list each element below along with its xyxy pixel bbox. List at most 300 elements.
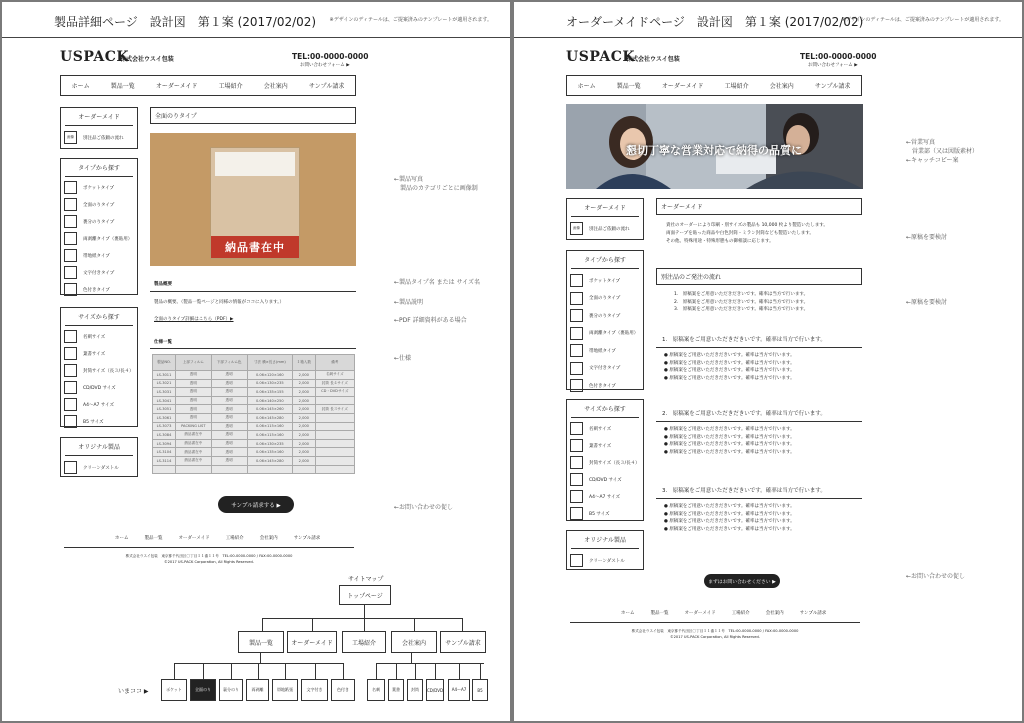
sitemap-line	[462, 618, 463, 631]
step-bullet: ● 原稿案をご用意いただきだきいです。確率は当方で行います。	[664, 368, 795, 374]
table-cell: 0.06×140×250	[247, 396, 292, 405]
step-bullet: ● 原稿案をご用意いただきだきいです。確率は当方で行います。	[664, 526, 795, 532]
table-cell	[315, 413, 354, 422]
type-box-title: タイプから探す	[65, 159, 133, 177]
footer-link[interactable]: 製品一覧	[144, 536, 163, 541]
envelope-image	[210, 147, 300, 259]
sheet-header	[514, 2, 1022, 38]
sidebar-item-type[interactable]	[567, 377, 643, 395]
sheet-title: オーダーメイドページ 設計図 第１案 (2017/02/02)	[566, 15, 864, 29]
sitemap-line	[364, 605, 365, 618]
type-label: 文字付きタイプ	[589, 366, 621, 372]
type-thumb	[570, 327, 583, 340]
size-thumb	[64, 415, 77, 428]
sidebar-item-type[interactable]	[567, 342, 643, 360]
size-thumb	[570, 456, 583, 469]
type-list	[567, 269, 643, 395]
nav-factory[interactable]: 工場紹介	[724, 83, 749, 90]
footer-address: 株式会社ウスイ包装 東京都千代田区〇丁目１１番１１号 TEL:00-0000-0000 / FAX:00-0000-0000	[631, 629, 799, 633]
table-cell: 透明	[211, 371, 247, 380]
sidebar-item-type[interactable]	[61, 196, 137, 213]
summary-text: 製品の概要。（製品一覧ページと同様の情報がココに入ります。）	[154, 300, 285, 305]
type-thumb	[64, 198, 77, 211]
size-label: CD/DVD サイズ	[589, 477, 622, 483]
order-flow-label: 別注品ご依頼の流れ	[83, 135, 124, 141]
nav-sample[interactable]: サンプル請求	[814, 83, 851, 90]
sitemap-line	[231, 663, 232, 679]
type-label: 全面のりタイプ	[83, 202, 115, 208]
table-cell	[315, 465, 354, 474]
sidebar-item-original[interactable]	[61, 459, 137, 476]
footer-link[interactable]: 会社案内	[765, 611, 784, 616]
type-thumb	[64, 181, 77, 194]
table-cell: 0.06×130×235	[247, 439, 292, 448]
nav-custom-order[interactable]: オーダーメイド	[661, 83, 704, 90]
site-logo[interactable]: USPACK	[60, 49, 130, 65]
nav-company[interactable]: 会社案内	[769, 83, 794, 90]
sitemap-leaf: 文字付き	[301, 679, 328, 701]
sidebar-item-size[interactable]	[61, 396, 137, 413]
table-cell: 透明	[211, 396, 247, 405]
sitemap-line	[260, 653, 261, 663]
sidebar-item-size[interactable]	[567, 420, 643, 437]
table-row	[153, 405, 355, 414]
size-thumb	[570, 422, 583, 435]
pdf-link[interactable]: 全面のりタイプ詳細はこちら（PDF）▶	[154, 317, 234, 322]
sidebar-item-size[interactable]	[567, 471, 643, 488]
table-cell: 2,000	[293, 431, 316, 440]
sitemap-leaf: 両剥離	[246, 679, 269, 701]
sitemap-leaf: 色付き	[331, 679, 355, 701]
nav-home[interactable]: ホーム	[577, 83, 596, 90]
sidebar-original-box	[60, 437, 138, 477]
table-cell: 納品書在中	[176, 448, 212, 457]
footer-link[interactable]: 工場紹介	[225, 536, 244, 541]
sidebar-item-type[interactable]	[567, 307, 643, 325]
table-cell: LS-3011	[153, 371, 176, 380]
table-cell: 0.06×135×160	[247, 448, 292, 457]
type-thumb	[570, 274, 583, 287]
footer-link[interactable]: 会社案内	[259, 536, 278, 541]
table-cell: 2,000	[293, 396, 316, 405]
size-thumb	[64, 347, 77, 360]
table-cell: CD・DVDサイズ	[315, 388, 354, 397]
table-cell	[211, 465, 247, 474]
type-thumb	[570, 292, 583, 305]
footer-link[interactable]: ホーム	[621, 611, 635, 616]
image-placeholder-icon: 画像	[64, 131, 77, 144]
table-row	[153, 448, 355, 457]
type-label: 帯地紙タイプ	[589, 348, 616, 354]
sidebar-item-original[interactable]	[567, 552, 643, 569]
table-cell: 2,000	[293, 379, 316, 388]
size-thumb	[64, 398, 77, 411]
sidebar-item-size[interactable]	[61, 345, 137, 362]
order-flow-label: 別注品ご依頼の流れ	[589, 226, 630, 232]
divider	[150, 291, 356, 292]
table-cell: 2,000	[293, 422, 316, 431]
sitemap-leaf: 帯地紙張	[272, 679, 298, 701]
step-bullet: ● 原稿案をご用意いただきだきいです。確率は当方で行います。	[664, 353, 795, 358]
footer-link[interactable]: サンプル請求	[799, 611, 827, 616]
spec-col-header: １箱入数	[293, 355, 316, 371]
table-row	[153, 422, 355, 431]
table-cell	[153, 465, 176, 474]
size-thumb	[570, 473, 583, 486]
sidebar-item-order-flow[interactable]	[61, 129, 137, 146]
table-cell: PACKING LIST	[176, 422, 212, 431]
table-cell: 0.06×130×235	[247, 379, 292, 388]
table-cell	[315, 456, 354, 465]
size-thumb	[570, 490, 583, 503]
table-cell: 透明	[176, 405, 212, 414]
sidebar-item-type[interactable]	[61, 179, 137, 196]
nav-custom-order[interactable]: オーダーメイド	[155, 83, 198, 90]
type-label: 文字付きタイプ	[83, 270, 115, 276]
size-label: 封筒サイズ（長３/長４）	[589, 460, 640, 466]
sidebar-item-type[interactable]	[61, 213, 137, 230]
footer-link[interactable]: 工場紹介	[731, 611, 750, 616]
sidebar-original-box	[566, 530, 644, 570]
table-cell: 透明	[176, 388, 212, 397]
table-cell	[176, 465, 212, 474]
step-title: 2. 原稿案をご用意いただきだきいです。確率は当方で行います。	[662, 411, 826, 417]
sitemap-node-sample: サンプル請求	[440, 631, 486, 653]
table-cell: LS-3073	[153, 422, 176, 431]
site-logo[interactable]: USPACK	[566, 49, 636, 65]
table-cell	[293, 465, 316, 474]
current-location-label: いまココ ▶	[118, 688, 149, 695]
contact-form-link[interactable]: お問い合わせフォーム ▶	[300, 63, 350, 68]
sidebar-item-order-flow[interactable]	[567, 220, 643, 237]
type-label: 色付きタイプ	[589, 383, 616, 389]
nav-sample[interactable]: サンプル請求	[308, 83, 345, 90]
sample-request-button[interactable]: サンプル請求する ▶	[218, 496, 294, 513]
sitemap-line	[435, 663, 436, 679]
annotation-hero	[906, 138, 978, 165]
table-cell: 0.06×145×280	[247, 413, 292, 422]
table-cell: 透明	[211, 456, 247, 465]
sitemap-leaf: 封筒	[407, 679, 423, 701]
sidebar-item-size[interactable]	[567, 454, 643, 471]
sidebar-item-size[interactable]	[567, 437, 643, 454]
type-thumb	[64, 215, 77, 228]
type-label: ポケットタイプ	[83, 185, 115, 191]
spec-col-header: 備考	[315, 355, 354, 371]
step-bullets	[664, 426, 795, 456]
original-thumb	[64, 461, 77, 474]
sidebar-type-box	[60, 158, 138, 295]
table-cell: LS-3031	[153, 388, 176, 397]
size-label: 名刺サイズ	[83, 334, 106, 340]
sidebar-item-type[interactable]	[567, 325, 643, 343]
footer-link[interactable]: サンプル請求	[293, 536, 321, 541]
divider	[150, 348, 356, 349]
annotation-cta: ←お問い合わせの促し	[906, 573, 966, 580]
sidebar-item-size[interactable]	[61, 362, 137, 379]
sitemap-leaf: CD/DVD	[426, 679, 444, 701]
sitemap-line	[414, 618, 415, 631]
annotation-review: ←原稿を要検討	[906, 234, 948, 241]
global-nav	[566, 75, 862, 96]
phone-number: TEL:00-0000-0000	[292, 52, 369, 61]
size-label: A4～A7 サイズ	[589, 494, 620, 500]
annotation-text: ←製品写真	[394, 176, 424, 183]
sitemap-node-products: 製品一覧	[238, 631, 284, 653]
spec-col-header: 上部フィルム	[176, 355, 212, 371]
table-cell: 0.06×135×155	[247, 388, 292, 397]
spec-col-header: 寸法 横×長さ(mm)	[247, 355, 292, 371]
annotation-text: ←キャッチコピー案	[906, 157, 959, 164]
company-name: 株式会社ウスイ包装	[120, 56, 174, 63]
size-label: B5 サイズ	[589, 511, 610, 517]
step-bullet: ● 原稿案をご用意いただきだきいです。確率は当方で行います。	[664, 375, 795, 381]
sitemap-line	[376, 663, 377, 679]
table-cell: 透明	[176, 379, 212, 388]
product-photo	[150, 133, 356, 266]
size-list	[567, 418, 643, 522]
type-label: 裏分のりタイプ	[589, 313, 621, 319]
spec-header-row	[153, 355, 355, 371]
footer-link[interactable]: オーダーメイド	[178, 536, 210, 541]
table-cell: LS-3114	[153, 456, 176, 465]
step-bullet: ● 原稿案をご用意いただきだきいです。確率は当方で行います。	[664, 519, 795, 525]
sitemap-node-company: 会社案内	[391, 631, 437, 653]
step-bullet: ● 原稿案をご用意いただきだきいです。確率は当方で行います。	[664, 360, 795, 366]
type-label: 両剥離タイプ（裏貼用）	[83, 236, 133, 242]
type-thumb	[570, 379, 583, 392]
footer-divider	[64, 547, 354, 548]
annotation-text: ←営業写真	[906, 139, 936, 146]
size-thumb	[570, 507, 583, 520]
nav-products[interactable]: 製品一覧	[110, 83, 135, 90]
type-label: 裏分のりタイプ	[83, 219, 115, 225]
size-box-title: サイズから探す	[571, 400, 639, 418]
sitemap-leaf: 葉書	[388, 679, 404, 701]
table-cell: 0.06×145×260	[247, 405, 292, 414]
table-row	[153, 379, 355, 388]
original-box-title: オリジナル製品	[65, 438, 133, 456]
sheet-note: ※デザインのディテールは、ご提案済みのテンプレートが適用されます。	[329, 17, 492, 23]
step-bullet: ● 原稿案をご用意いただきだきいです。確率は当方で行います。	[664, 504, 795, 509]
sidebar-item-type[interactable]	[61, 247, 137, 264]
table-cell	[315, 431, 354, 440]
sidebar-item-size[interactable]	[61, 328, 137, 345]
body-line: 貴社のオーダーにより印刷・別サイズの製品も 10,000 枚より製造いたします。	[666, 223, 828, 228]
table-cell	[247, 465, 292, 474]
sheet-title: 製品詳細ページ 設計図 第１案 (2017/02/02)	[54, 15, 317, 29]
table-cell: 2,000	[293, 439, 316, 448]
size-thumb	[570, 439, 583, 452]
footer-link[interactable]: 製品一覧	[650, 611, 669, 616]
footer-divider	[570, 622, 860, 623]
contact-form-link[interactable]: お問い合わせフォーム ▶	[808, 63, 858, 68]
sidebar-item-type[interactable]	[61, 281, 137, 298]
sitemap-leaf-current: 全面のり	[190, 679, 216, 701]
original-box-title: オリジナル製品	[571, 531, 639, 549]
nav-home[interactable]: ホーム	[71, 83, 90, 90]
step-title: 3. 原稿案をご用意いただきだきいです。確率は当方で行います。	[662, 488, 826, 494]
table-cell: 透明	[211, 413, 247, 422]
flow-item: 2. 原稿案をご用意いただきだきいです。確率は当方で行います。	[674, 299, 809, 305]
sitemap-line	[415, 663, 416, 679]
size-thumb	[64, 330, 77, 343]
product-detail-sheet	[2, 2, 510, 721]
nav-factory[interactable]: 工場紹介	[218, 83, 243, 90]
sidebar-item-size[interactable]	[61, 379, 137, 396]
annotation-specs: ←仕様	[394, 355, 412, 362]
custom-order-heading: オーダーメイド	[656, 198, 862, 215]
table-cell: 透明	[176, 371, 212, 380]
order-box-title: オーダーメイド	[65, 108, 133, 126]
step-bullet: ● 原稿案をご用意いただきだきいです。確率は当方で行います。	[664, 511, 795, 517]
table-cell: 0.06×120×160	[247, 371, 292, 380]
copyright-text: ©2017 US-PACK Corporation, All Rights Reserved.	[164, 559, 254, 564]
envelope-label: 納品書在中	[211, 236, 299, 258]
table-cell: LS-3021	[153, 379, 176, 388]
sitemap-line	[174, 663, 344, 664]
table-cell: LS-3061	[153, 413, 176, 422]
sidebar-item-type[interactable]	[567, 360, 643, 378]
sitemap-line	[203, 663, 204, 679]
size-label: B5 サイズ	[83, 419, 104, 425]
type-list	[61, 177, 137, 298]
sitemap-line	[343, 663, 344, 679]
type-label: 色付きタイプ	[83, 287, 110, 293]
size-label: CD/DVD サイズ	[83, 385, 116, 391]
spec-heading: 仕様一覧	[154, 340, 172, 345]
table-cell: 2,000	[293, 413, 316, 422]
table-cell: 2,000	[293, 371, 316, 380]
table-cell	[315, 439, 354, 448]
table-cell: 2,000	[293, 405, 316, 414]
sidebar-order-box	[60, 107, 138, 149]
size-label: 葉書サイズ	[589, 443, 612, 449]
sidebar-item-type[interactable]	[567, 272, 643, 290]
sheet-note: ※デザインのディテールは、ご提案済みのテンプレートが適用されます。	[841, 17, 1004, 23]
annotation-cta: ←お問い合わせの促し	[394, 504, 454, 511]
step-bullet: ● 原稿案をご用意いただきだきいです。確率は当方で行います。	[664, 449, 795, 455]
table-cell: 透明	[211, 405, 247, 414]
annotation-pdf: ←PDF 詳細資料がある場合	[394, 317, 467, 324]
phone-number: TEL:00-0000-0000	[800, 52, 877, 61]
original-label: クリーンダストル	[589, 558, 625, 564]
flow-item: 3. 原稿案をご用意いただきだきいです。確率は当方で行います。	[674, 307, 809, 313]
envelope-flap	[215, 152, 295, 176]
spec-table	[152, 354, 355, 474]
divider	[656, 347, 862, 348]
sitemap-node-custom: オーダーメイド	[287, 631, 337, 653]
spec-table-body	[153, 371, 355, 474]
table-cell: 封筒 長３サイズ	[315, 405, 354, 414]
sidebar-item-type[interactable]	[61, 230, 137, 247]
company-name: 株式会社ウスイ包装	[626, 56, 680, 63]
size-list	[61, 326, 137, 430]
divider	[656, 498, 862, 499]
custom-order-text	[666, 222, 828, 246]
table-row	[153, 456, 355, 465]
sitemap-line	[285, 663, 286, 679]
sidebar-size-box	[60, 307, 138, 427]
table-cell: 透明	[211, 448, 247, 457]
summary-heading: 製品概要	[154, 282, 172, 287]
nav-products[interactable]: 製品一覧	[616, 83, 641, 90]
divider	[656, 421, 862, 422]
size-label: 封筒サイズ（長３/長４）	[83, 368, 134, 374]
footer-nav	[621, 610, 842, 616]
sidebar-item-size[interactable]	[567, 505, 643, 522]
sheet-header	[2, 2, 510, 38]
type-thumb	[570, 344, 583, 357]
footer-link[interactable]: オーダーメイド	[684, 611, 716, 616]
table-row	[153, 465, 355, 474]
table-row	[153, 396, 355, 405]
sidebar-item-type[interactable]	[567, 290, 643, 308]
sidebar-item-type[interactable]	[61, 264, 137, 281]
table-cell	[315, 396, 354, 405]
sitemap-line	[262, 618, 462, 619]
table-cell: 2,000	[293, 448, 316, 457]
type-label: 両剥離タイプ（裏貼用）	[589, 331, 639, 337]
sitemap-line	[376, 663, 484, 664]
type-thumb	[64, 266, 77, 279]
sitemap-line	[480, 663, 481, 679]
size-label: A4～A7 サイズ	[83, 402, 114, 408]
footer-address: 株式会社ウスイ包装 東京都千代田区〇丁目１１番１１号 TEL:00-0000-0000 / FAX:00-0000-0000	[125, 554, 293, 558]
spec-col-header: 製品NO.	[153, 355, 176, 371]
type-thumb	[570, 362, 583, 375]
sitemap-line	[174, 663, 175, 679]
table-cell: 2,000	[293, 388, 316, 397]
sitemap-leaf: B5	[472, 679, 488, 701]
order-flow-list	[674, 291, 808, 314]
table-cell: LS-3094	[153, 439, 176, 448]
step-bullets	[664, 352, 795, 382]
nav-company[interactable]: 会社案内	[263, 83, 288, 90]
table-cell: 透明	[176, 396, 212, 405]
table-cell	[315, 422, 354, 431]
table-cell: LS-3051	[153, 405, 176, 414]
footer-link[interactable]: ホーム	[115, 536, 129, 541]
product-type-heading: 全面のりタイプ	[150, 107, 356, 124]
global-nav	[60, 75, 356, 96]
table-row	[153, 413, 355, 422]
sidebar-item-size[interactable]	[61, 413, 137, 430]
sidebar-item-size[interactable]	[567, 488, 643, 505]
sitemap-leaf: ポケット	[161, 679, 187, 701]
table-cell: LS-3084	[153, 431, 176, 440]
table-cell: 0.06×145×280	[247, 456, 292, 465]
flow-item: 1. 原稿案をご用意いただきだきいです。確率は当方で行います。	[674, 292, 809, 297]
annotation-text: 営業部（又は図版素材）	[912, 148, 979, 155]
table-cell: 透明	[211, 379, 247, 388]
hero-photo	[566, 104, 863, 189]
contact-button[interactable]: まずはお問い合わせください ▶	[704, 574, 780, 588]
size-box-title: サイズから探す	[65, 308, 133, 326]
table-row	[153, 431, 355, 440]
table-cell: 納品書在中	[176, 439, 212, 448]
size-thumb	[64, 364, 77, 377]
annotation-type-name: ←製品タイプ名 または サイズ名	[394, 279, 481, 286]
type-box-title: タイプから探す	[571, 251, 639, 269]
table-cell: 透明	[211, 388, 247, 397]
type-label: 帯地紙タイプ	[83, 253, 110, 259]
table-cell: 封筒 長４サイズ	[315, 379, 354, 388]
type-thumb	[64, 283, 77, 296]
sitemap-leaf: 裏分のり	[219, 679, 243, 701]
copyright-text: ©2017 US-PACK Corporation, All Rights Reserved.	[670, 634, 760, 639]
footer-copyright	[570, 629, 860, 641]
